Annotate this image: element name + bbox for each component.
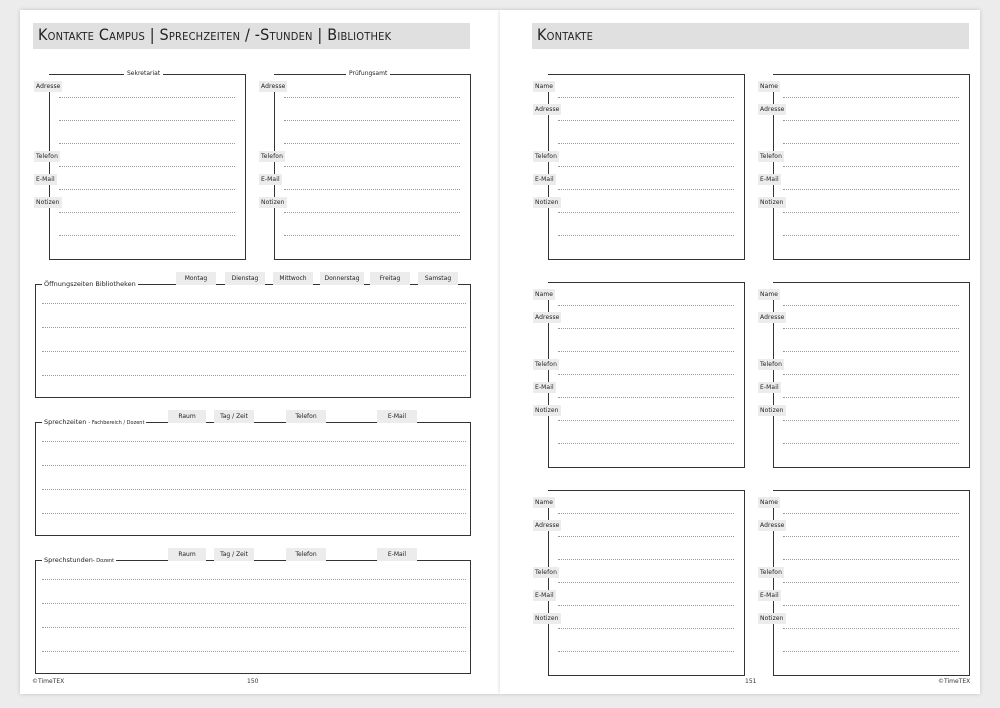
column-header-raum: Raum xyxy=(168,410,206,423)
adresse-label: Adresse xyxy=(535,106,560,113)
day-header-dienstag: Dienstag xyxy=(225,272,265,285)
adresse-label: Adresse xyxy=(36,83,61,90)
telefon-label: Telefon xyxy=(535,361,557,368)
sprechzeiten-box xyxy=(35,413,471,536)
sekretariat-box xyxy=(36,70,246,260)
sprechstunden-box xyxy=(35,551,471,674)
telefon-label: Telefon xyxy=(36,153,58,160)
email-label: E-Mail xyxy=(535,384,554,391)
column-header-tag-zeit: Tag / Zeit xyxy=(214,548,254,561)
footer-brand: ©TimeTEX xyxy=(32,678,65,685)
telefon-label: Telefon xyxy=(535,569,557,576)
pruefungsamt-box xyxy=(261,70,471,260)
notizen-label: Notizen xyxy=(760,199,784,206)
left-page xyxy=(20,10,500,694)
email-label: E-Mail xyxy=(760,592,779,599)
contact-card xyxy=(760,282,970,468)
telefon-label: Telefon xyxy=(760,569,782,576)
name-label: Name xyxy=(535,499,554,506)
name-label: Name xyxy=(760,83,779,90)
name-label: Name xyxy=(535,83,554,90)
column-header-telefon: Telefon xyxy=(286,410,326,423)
telefon-label: Telefon xyxy=(261,153,283,160)
adresse-label: Adresse xyxy=(535,314,560,321)
contact-card xyxy=(535,282,745,468)
notizen-label: Notizen xyxy=(760,407,784,414)
day-header-montag: Montag xyxy=(176,272,216,285)
name-label: Name xyxy=(535,291,554,298)
column-header-email: E-Mail xyxy=(377,410,417,423)
column-header-raum: Raum xyxy=(168,548,206,561)
email-label: E-Mail xyxy=(760,384,779,391)
adresse-label: Adresse xyxy=(760,314,785,321)
contact-card xyxy=(760,490,970,676)
notizen-label: Notizen xyxy=(535,615,559,622)
column-header-tag-zeit: Tag / Zeit xyxy=(214,410,254,423)
telefon-label: Telefon xyxy=(535,153,557,160)
name-label: Name xyxy=(760,291,779,298)
contact-card xyxy=(535,490,745,676)
sekretariat-heading: Sekretariat xyxy=(124,69,163,78)
page-number: 150 xyxy=(247,678,259,685)
email-label: E-Mail xyxy=(36,176,55,183)
day-header-donnerstag: Donnerstag xyxy=(320,272,364,285)
contact-card xyxy=(535,74,745,260)
contact-card xyxy=(760,74,970,260)
opening-hours-title: Öffnungszeiten Bibliotheken xyxy=(44,280,136,288)
opening-hours-box xyxy=(35,275,471,398)
right-page xyxy=(500,10,980,694)
column-header-telefon: Telefon xyxy=(286,548,326,561)
telefon-label: Telefon xyxy=(760,153,782,160)
name-label: Name xyxy=(760,499,779,506)
adresse-label: Adresse xyxy=(535,522,560,529)
email-label: E-Mail xyxy=(261,176,280,183)
adresse-label: Adresse xyxy=(760,522,785,529)
email-label: E-Mail xyxy=(760,176,779,183)
day-header-samstag: Samstag xyxy=(418,272,458,285)
left-title-bar xyxy=(33,23,470,49)
notizen-label: Notizen xyxy=(535,407,559,414)
day-header-mittwoch: Mittwoch xyxy=(273,272,313,285)
left-page-title: Kontakte Campus | Sprechzeiten / -Stunden | Bibliothek xyxy=(38,25,392,44)
adresse-label: Adresse xyxy=(760,106,785,113)
notizen-label: Notizen xyxy=(36,199,60,206)
notizen-label: Notizen xyxy=(261,199,285,206)
right-page-title: Kontakte xyxy=(537,25,594,44)
page-number: 151 xyxy=(745,678,757,685)
notizen-label: Notizen xyxy=(760,615,784,622)
column-header-email: E-Mail xyxy=(377,548,417,561)
sprechzeiten-title: Sprechzeiten - Fachbereich / Dozent xyxy=(44,418,145,426)
sprechstunden-title: Sprechstunden- Dozent xyxy=(44,556,115,564)
footer-brand: ©TimeTEX xyxy=(938,678,971,685)
email-label: E-Mail xyxy=(535,176,554,183)
email-label: E-Mail xyxy=(535,592,554,599)
adresse-label: Adresse xyxy=(261,83,286,90)
pruefungsamt-heading: Prüfungsamt xyxy=(346,69,390,78)
telefon-label: Telefon xyxy=(760,361,782,368)
notizen-label: Notizen xyxy=(535,199,559,206)
day-header-freitag: Freitag xyxy=(370,272,410,285)
right-title-bar xyxy=(532,23,969,49)
